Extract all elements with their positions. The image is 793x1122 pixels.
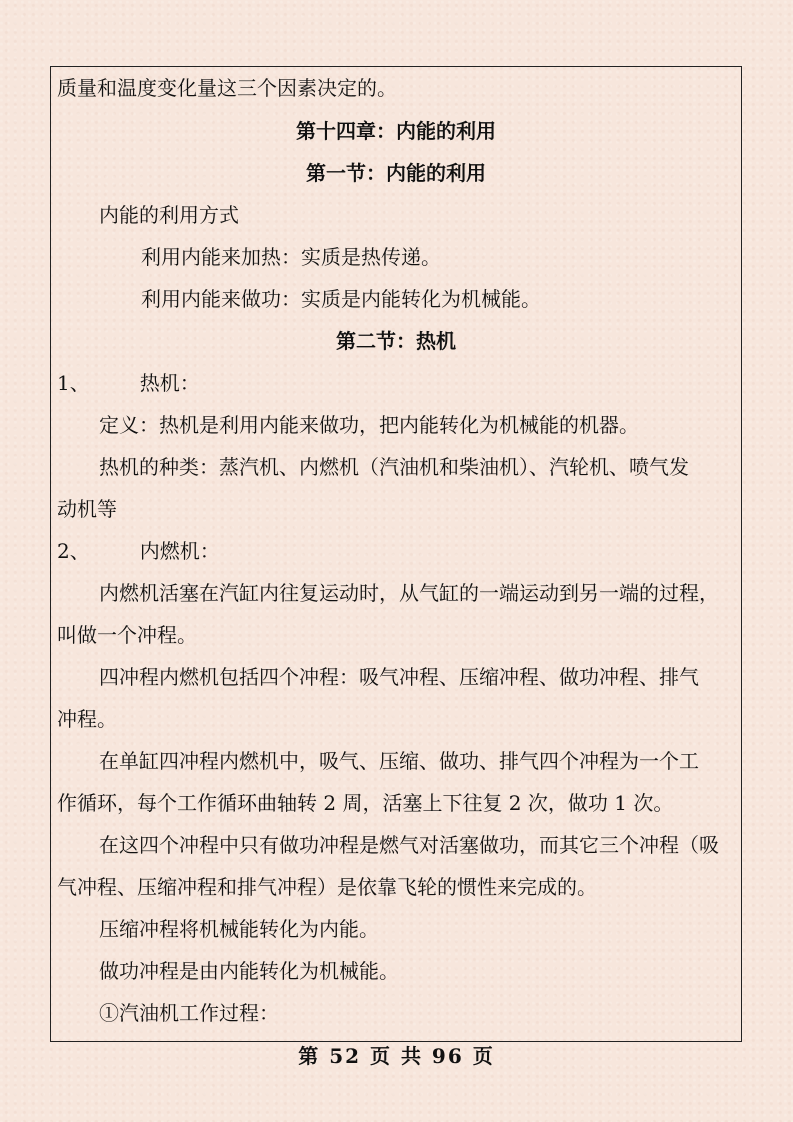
section-heading: 第一节：内能的利用 (306, 161, 486, 185)
text-line: 内燃机活塞在汽缸内往复运动时，从气缸的一端运动到另一端的过程， (99, 581, 719, 605)
text-line: 在单缸四冲程内燃机中，吸气、压缩、做功、排气四个冲程为一个工 (99, 749, 699, 773)
page-frame (50, 66, 742, 1042)
text-line: 质量和温度变化量这三个因素决定的。 (57, 76, 397, 100)
text-line: 压缩冲程将机械能转化为内能。 (99, 917, 379, 941)
text-line: 叫做一个冲程。 (57, 623, 197, 647)
text-line: 四冲程内燃机包括四个冲程：吸气冲程、压缩冲程、做功冲程、排气 (99, 665, 699, 689)
text-line: ①汽油机工作过程： (99, 1001, 279, 1025)
text-line: 定义：热机是利用内能来做功，把内能转化为机械能的机器。 (99, 413, 639, 437)
item-title: 热机： (139, 371, 200, 395)
text-line: 热机的种类：蒸汽机、内燃机（汽油机和柴油机）、汽轮机、喷气发 (99, 455, 689, 479)
text-line: 利用内能来做功：实质是内能转化为机械能。 (141, 287, 541, 311)
item-number: 1、 (57, 371, 90, 395)
item-title: 内燃机： (139, 539, 220, 563)
page-number: 第 52 页 共 96 页 (298, 1044, 495, 1068)
text-line: 做功冲程是由内能转化为机械能。 (99, 959, 399, 983)
text-line: 气冲程、压缩冲程和排气冲程）是依靠飞轮的惯性来完成的。 (57, 875, 597, 899)
text-line: 利用内能来加热：实质是热传递。 (141, 245, 441, 269)
text-line: 动机等 (57, 497, 117, 521)
text-line: 作循环，每个工作循环曲轴转 2 周，活塞上下往复 2 次，做功 1 次。 (57, 791, 674, 815)
text-line: 冲程。 (57, 707, 117, 731)
text-line: 在这四个冲程中只有做功冲程是燃气对活塞做功，而其它三个冲程（吸 (99, 833, 719, 857)
section-heading: 第二节：热机 (336, 329, 456, 353)
numbered-item (51, 362, 741, 404)
item-number: 2、 (57, 539, 90, 563)
chapter-heading: 第十四章：内能的利用 (296, 119, 496, 143)
numbered-item (51, 530, 741, 572)
text-line: 内能的利用方式 (99, 203, 239, 227)
